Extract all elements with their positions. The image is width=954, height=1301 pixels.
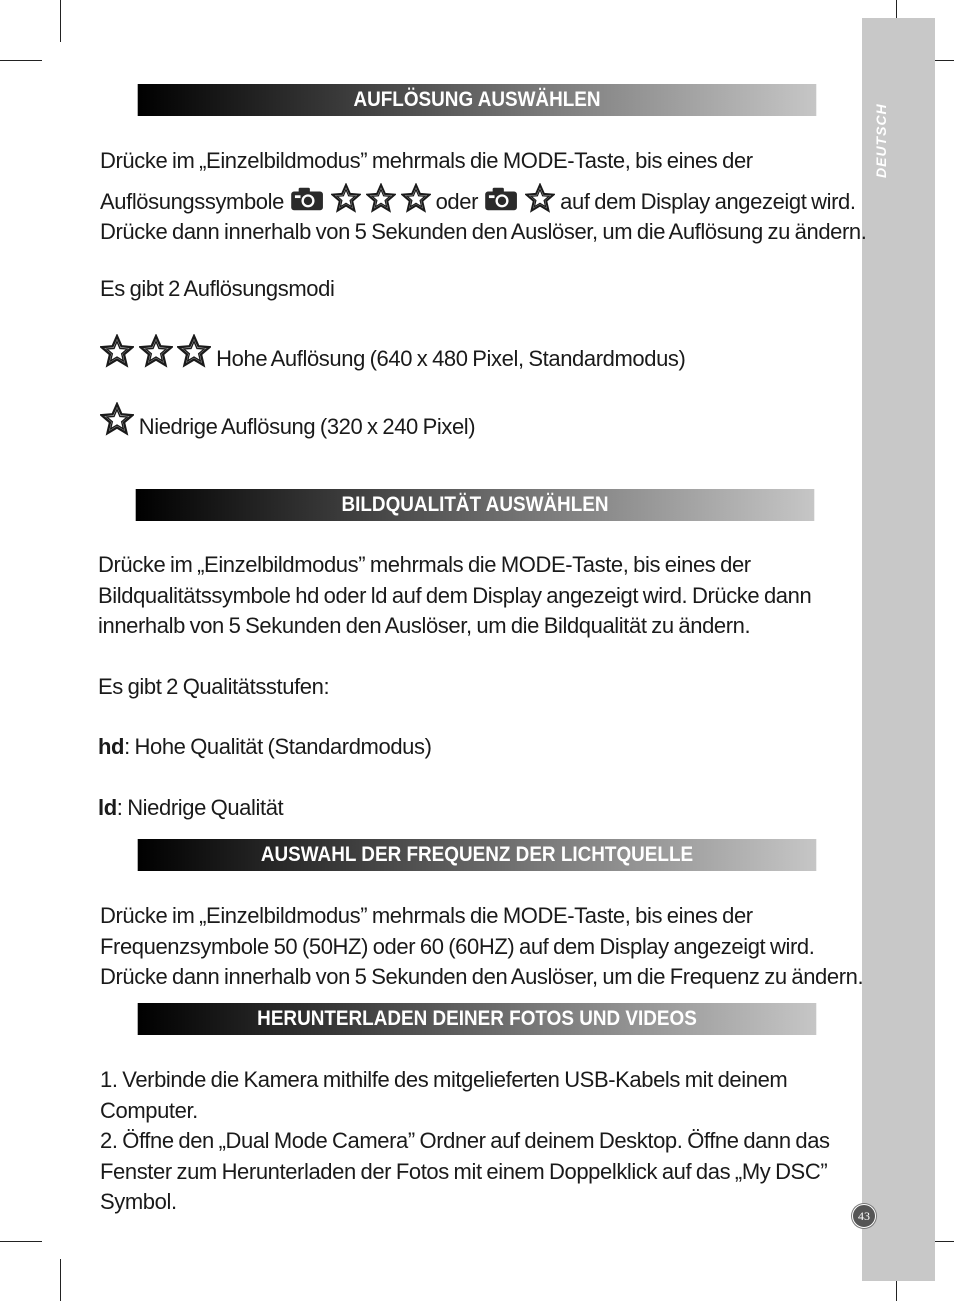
crop-mark <box>60 0 61 42</box>
text-line <box>100 183 866 218</box>
section-heading-frequency <box>138 839 817 871</box>
text-fragment: oder <box>435 188 479 214</box>
quality-ld-item <box>98 793 283 824</box>
crop-mark <box>60 1259 61 1301</box>
heading-text: AUFLÖSUNG AUSWÄHLEN <box>353 88 601 111</box>
text-line: Drücke im „Einzelbildmodus” mehrmals die MODE-Taste, bis eines der <box>98 552 751 577</box>
crop-mark <box>0 1241 42 1242</box>
text-line: 1. Verbinde die Kamera mithilfe des mitgelieferten USB-Kabels mit deinem <box>100 1067 788 1092</box>
star-icon <box>525 183 555 213</box>
download-steps <box>100 1065 830 1218</box>
section-heading-quality <box>136 489 815 521</box>
camera-icon <box>289 185 327 213</box>
text-line: innerhalb von 5 Sekunden den Auslöser, um die Bildqualität zu ändern. <box>98 613 751 638</box>
star-icon <box>100 402 134 436</box>
ld-description: : Niedrige Qualität <box>116 795 284 820</box>
text-line: Symbol. <box>100 1189 177 1214</box>
star-icon <box>331 183 361 213</box>
resolution-intro <box>100 146 866 248</box>
text-line: Drücke dann innerhalb von 5 Sekunden den Auslöser, um die Auflösung zu ändern. <box>100 219 867 244</box>
star-icon <box>366 183 396 213</box>
high-resolution-label: Hohe Auflösung (640 x 480 Pixel, Standardmodus) <box>216 346 686 371</box>
heading-text: AUSWAHL DER FREQUENZ DER LICHTQUELLE <box>260 843 694 866</box>
text-line: Frequenzsymbole 50 (50HZ) oder 60 (60HZ) auf dem Display angezeigt wird. <box>100 933 815 959</box>
resolution-modes-intro: Es gibt 2 Auflösungsmodi <box>100 276 335 301</box>
crop-mark <box>0 60 42 61</box>
star-icon <box>139 334 173 368</box>
quality-levels-intro: Es gibt 2 Qualitätsstufen: <box>98 674 330 699</box>
camera-icon <box>483 185 521 213</box>
quality-intro <box>98 550 811 642</box>
language-sidebar <box>862 18 935 1281</box>
low-resolution-item <box>100 402 475 443</box>
star-icon <box>100 334 134 368</box>
low-resolution-label: Niedrige Auflösung (320 x 240 Pixel) <box>138 414 476 439</box>
hd-term: hd <box>98 734 125 759</box>
heading-text: HERUNTERLADEN DEINER FOTOS UND VIDEOS <box>257 1007 697 1030</box>
text-line: Bildqualitätssymbole hd oder ld auf dem Display angezeigt wird. Drücke dann <box>98 582 812 608</box>
text-line: Fenster zum Herunterladen der Fotos mit einem Doppelklick auf das „My DSC” <box>100 1158 828 1184</box>
page-number: 43 <box>852 1204 876 1228</box>
star-icon <box>401 183 431 213</box>
section-heading-resolution <box>138 84 817 116</box>
text-line: 2. Öffne den „Dual Mode Camera” Ordner auf deinem Desktop. Öffne dann das <box>100 1128 830 1153</box>
ld-term: ld <box>98 795 117 820</box>
frequency-text <box>100 901 863 993</box>
star-icon <box>177 334 211 368</box>
text-fragment: Auflösungssymbole <box>100 188 284 214</box>
high-resolution-item <box>100 334 685 375</box>
hd-description: : Hohe Qualität (Standardmodus) <box>124 734 432 759</box>
text-line: Drücke im „Einzelbildmodus” mehrmals die MODE-Taste, bis eines der <box>100 148 753 173</box>
text-fragment: auf dem Display angezeigt wird. <box>560 188 856 214</box>
text-line: Computer. <box>100 1097 198 1123</box>
heading-text: BILDQUALITÄT AUSWÄHLEN <box>341 493 609 516</box>
text-line: Drücke dann innerhalb von 5 Sekunden den Auslöser, um die Frequenz zu ändern. <box>100 964 864 989</box>
quality-hd-item <box>98 732 432 763</box>
language-label: DEUTSCH <box>873 103 889 178</box>
text-line: Drücke im „Einzelbildmodus” mehrmals die MODE-Taste, bis eines der <box>100 903 753 928</box>
section-heading-download <box>138 1003 817 1035</box>
